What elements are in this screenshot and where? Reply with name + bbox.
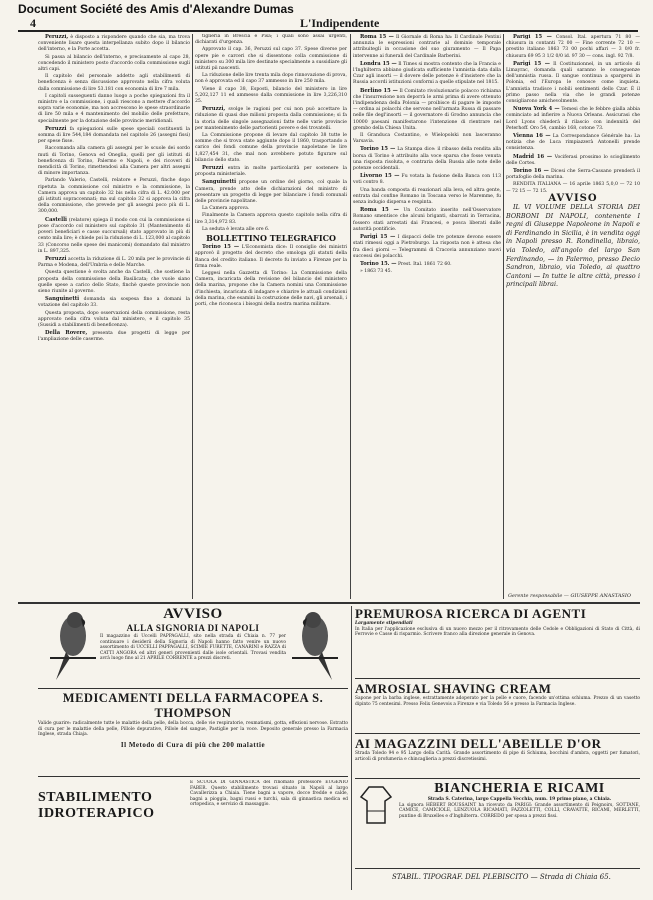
ad-parrots-title: AVVISO [163, 606, 223, 622]
article-paragraph [38, 217, 190, 255]
article-text: domanda sia sospesa fino a domani la votazione del capitolo 33. [38, 297, 190, 309]
article-paragraph [195, 87, 347, 106]
ad-biancheria-text: La signora HÉBERT ROUSSAINT ha ricevuto da PARIGI: Grande assortimento di Peignoirs, SOTTANE, CAMICE, CAMICIOLE, LENZUOLA RICAMATI, FAZZOLETTI, COLLI, CRAVATTE, RICAMI, MERLETTI, puntine di Bruxelles e d'Inghilterra. CORREDO per sposa a prezzi fissi. [399, 802, 640, 819]
ad-divider [38, 776, 348, 777]
article-text: Temesi che le febbre gialla abbia cominciato ad infierire a Nuova Orleans. Assicurasi che Lord Lyons chiederà il rilascio con indennità del Peterhoff. Oro 54, cambio 168, cotone 73. [506, 107, 640, 131]
bulletin-title: BOLLETTINO TELEGRAFICO [206, 233, 336, 244]
article-lead: Peruzzi, [45, 34, 69, 40]
article-paragraph [353, 173, 501, 186]
ad-shaving-text: Sapone per la barba inglese, estrattamente adoperato per la pelle e cuore, facendo un'ottima schiuma. Prezzo di un vasetto dipinto 75 centesimi. Presso Felix Genevois a Firenze e via Toledo 56 e presso la Farmacia Inglese. [355, 696, 640, 707]
article-paragraph [38, 34, 190, 54]
ad-shaving [355, 681, 640, 731]
ad-medicamenti [38, 691, 348, 773]
article-paragraph [506, 133, 640, 153]
article-lead: Sanguinetti [202, 179, 237, 186]
ad-medicamenti-title: MEDICAMENTI DELLA FARMACOPEA S. THOMPSON [62, 691, 324, 720]
article-text: Dicesi che Serra-Cassano prenderà il portafoglio della marina. [506, 169, 640, 181]
article-text: Il Comitato rivoluzionario polacco richiama che l'insurrezione non deporrà le armi prima di avere ottenuto l'indipendenza della Polonia — proibisce di pagare le imposte — ordina ai polacchi che servono nell'armata Russa di passare nelle file degl'insorti — il governatore di Grodno annuncia che 10000 paesani manifestarono l'intenzione di rientrare nel grembo della Chiesa Unita. [353, 88, 501, 131]
article-text: Fu votata la fusione della Banca con 113 voti contro 8. [353, 174, 501, 186]
article-lead: Londra 15 — [360, 60, 397, 67]
article-text: Parlando Valerio, Castelli, relatore e Peruzzi, finche dopo ripetuta la commissione col ministro e la commissione, la Camera approva un capitolo 32 bis nella cifra di L. 42.000 per gli istituti sopraccennati; ma sul capitolo 32 si approva la cifra della commissione, che prevede per gli assegni poco più di L. 300,000. [38, 178, 190, 215]
column-3 [353, 34, 501, 599]
article-paragraph [195, 206, 347, 212]
ad-abeille-text: Strada Toledo 94 e 95 Largo della Carità. Grande assortimento di pipe di Schiuma, bocchini d'ambra, oggetti per fumatori, articoli di profumeria e chincaglieria a prezzi discretissimi. [355, 751, 640, 762]
page-number: 4 [30, 16, 36, 30]
article-paragraph [195, 213, 347, 225]
article-paragraph [353, 34, 501, 60]
ad-biancheria-title: BIANCHERIA E RICAMI [434, 781, 605, 796]
article-paragraph [195, 244, 347, 270]
article-paragraph [195, 73, 347, 85]
article-text: » 1863 73 45. [360, 269, 393, 275]
ad-ricerca-text: In Italia per l'applicazione esclusiva di un nuovo mezzo per il ritrovamento delle Cedole e Obbligazioni di Stato di Città, di Ferrovie e Casse di risparmio. Scrivere franco alla direzione generale in Genova. [355, 626, 640, 638]
column-4 [506, 34, 640, 599]
article-text: fa spiegazioni sulle spese speciali costituenti la somma di lire 544,184 domandata nel capitolo 26 (assegni fissi) per spese fisse. [38, 126, 190, 145]
article-lead: Parigi 15 — [513, 34, 552, 40]
masthead: L'Indipendente [300, 16, 380, 30]
article-paragraph [38, 126, 190, 146]
article-paragraph [353, 188, 501, 207]
article-paragraph [506, 61, 640, 105]
article-lead: Torino 16 — [513, 168, 549, 175]
article-text: Raccomanda alla camera gli assegni per le scuole dei sordo muti di Torino, Genova ed Oneglia, quelli per gli istituti di beneficenza di Torino, Palermo e Napoli, e dei ricoveri di mendicità di Torino, rimettendosi alla Camera per altri assegni di minore importanza. [38, 146, 190, 177]
article-text: La seduta è levata alle ore 6. [202, 226, 270, 232]
article-text: Il Granduca Costantino, e Wielopolski non lasceranno Varsavia. [353, 133, 501, 145]
article-text: I capitoli susseguenti danno luogo a poche spiegazioni fra il ministro e la commissione, i quali riescono a mettere d'accordo sopra varie economie, ma non accrescono le spese straordinarie di lire 50 mila e 4 mantenimento del mobilio delle prefetture, specialmente per la dotazione delle provincie meridionali. [38, 93, 190, 124]
imprint: STABIL. TIPOGRAF. DEL PLEBISCITO — Strada di Chiaia 65. [392, 873, 611, 881]
article-lead: Livorno 15 — [360, 173, 400, 180]
ad-ricerca [355, 606, 640, 676]
article-text: Il capitolo del personale addetto agli stabilimenti di beneficenza è senza discussione approvato nella cifra voluta dalla commissione di lire 53.181 con economia di lire 7 mila. [38, 74, 190, 92]
article-paragraph [38, 256, 190, 269]
article-text: Leggesi nella Gazzetta di Torino: La Commissione della Camera, incaricata della revisione del bilancio del ministero della marina, propone che la Camera nomini una Commissione d'inchiesta, incaricata di indagare e chiarire le attuali condizioni della marina, che esamini la costruzione delle navi, gli arsenali, i porti, che riconosca i bisogni della nostra marina militare. [195, 270, 347, 307]
article-text: L'Economista dice: Il consiglio dei ministri approvò il progetto del decreto che omologa gli statuti della Banca del credito italiano. Il decreto fu inviato a Firenze per la firma reale. [195, 245, 347, 269]
article-lead: Peruzzi [45, 125, 67, 132]
article-lead: Parigi 15 — [513, 60, 550, 67]
article-text: Un Comitato inserito nell'Osservatore Romano smentisce che alcuni briganti, sbarcati in Terracina, fossero stati arrestati dai Francesi, e posca liberati dalle autorità pontificie. [353, 208, 501, 232]
article-text: RENDITA ITALIANA — 16 aprile 1863 5,0,0 — 72 10 — 72 15 — 72 15. [506, 182, 640, 194]
ad-divider [355, 678, 640, 679]
gerente-line: Gerente responsabile — GIUSEPPE ANASTASIO [508, 593, 631, 599]
article-paragraph [506, 34, 640, 60]
avviso-text: IL VI VOLUME DELLA STORIA DEI BORBONI DI NAPOLI, contenente I regni di Giuseppe Napoleone in Napoli e di Ferdinando in Sicilia, è in vendita oggi in Napoli presso R. Rondinella, libraio, via Toledo, all'angolo del largo San Ferdinando, — in Palermo, presso Decio Sandron, libraio, via Toledo, ai quattro Cantoni — In tutte le altre città, presso i principali librai. [506, 203, 640, 289]
ad-abeille-title: AI MAGAZZINI DELL'ABEILLE D'OR [355, 736, 602, 751]
article-lead: Sanguinetti [45, 296, 80, 303]
article-paragraph [195, 165, 347, 178]
article-text: Approvato il cap. 36, Peruzzi sul capo 37. Spese diverse per opere pie e carceri che si dissentono colla commissione di ministero su 300 mila lire destinate specialmente a sussidiare gli istituti pii nascenti. [195, 47, 347, 72]
ad-ricerca-title: PREMUROSA RICERCA DI AGENTI [355, 606, 587, 621]
article-paragraph [38, 330, 190, 343]
article-text: accetta la riduzione di L. 20 mila per le provincie di Parma e Modena, dell'Umbria e delle Marche. [38, 256, 190, 269]
article-text: Il Costituzionnel, in un articolo di Limayrac, domanda quali saranno le conseguenze dell'amnistia russa. Il sangue continua a spargersi in Polonia, ed l'Europa le conosce come inquieta. L'amnistia tradisce i nobili sentimenti dello Czar. È il primo passo nella via che le grandi potenze consigliarono amichevolmente. [506, 61, 640, 105]
article-paragraph [353, 88, 501, 132]
article-paragraph [195, 133, 347, 164]
article-text: La Camera approva. [202, 206, 250, 212]
ad-shaving-title: AMROSIAL SHAVING CREAM [355, 681, 552, 696]
avviso-title: AVVISO [548, 192, 598, 204]
article-paragraph [38, 94, 190, 125]
ad-divider [38, 688, 348, 689]
ad-idroterapico-text: È SCUOLA DI GINNASTICA del rinomato professore EUGENIO FABER. Questo stabilimento trovasi situato in Napoli al largo Cavallerizza a Chiaia. Tiene bagni a vapore, docce fredde e calde, bagni a pioggia, bagni russi e turchi, sala di ginnastica medica ed ortopedica, e servizio di massaggio. [190, 780, 348, 808]
article-paragraph [195, 271, 347, 308]
article-paragraph [353, 146, 501, 172]
article-text: entra in molte particolarità per sostenere la proposta ministeriale. [195, 166, 347, 178]
article-paragraph [195, 47, 347, 72]
ad-abeille [355, 736, 640, 776]
ad-idroterapico-title: STABILIMENTO IDROTERAPICO [38, 790, 155, 821]
article-lead: Parigi 15 — [360, 234, 396, 241]
article-lead: Berlino 15 — [360, 87, 398, 94]
article-text: propone un ordine del giorno, col quale la Camera, prende atto delle dichiarazioni del ministro di presentare un progetto di legge per bilanciare i fondi comunali delle provincie napolitane. [195, 180, 347, 205]
column-2 [195, 34, 347, 599]
ad-idroterapico [38, 780, 348, 890]
article-paragraph [38, 55, 190, 74]
article-text: La riduzione delle lire trenta mila dopo rinnovazione di prova, non è approvata ed il capo 37 ammesso in lire 250 mila. [195, 73, 347, 85]
article-paragraph [38, 270, 190, 295]
ads-divider [351, 606, 352, 890]
article-text: Questa proposta, dopo osservazioni della commissione, resta approvato nella cifra voluta dal ministero, e il capitolo 35 (Sussidi a stabilimenti di beneficenza). [38, 310, 190, 328]
parrot-illustration-right [290, 608, 340, 682]
article-paragraph [506, 154, 640, 167]
article-text: è disposto a rispondere quando che sia, ma trova conveniente lisare questa interpellanza subito dopo il bilancio dell'interno, e la Porte accetta. [38, 35, 190, 53]
article-lead: Castelli [45, 216, 68, 223]
article-lead: Peruzzi, [202, 106, 226, 113]
ad-divider [355, 778, 640, 779]
article-lead: Torino 15 — [360, 146, 396, 153]
ads-rule [18, 602, 640, 604]
article-paragraph [38, 146, 190, 177]
article-paragraph [195, 179, 347, 205]
parrot-illustration-left [48, 608, 98, 682]
article-text: Una banda composta di reazionari alla leva, ed altra gente, entrata dal confine Romano in Toscana verso le Maremme, fu senza indugio dispersa e respinta. [353, 187, 501, 206]
article-text: Il Giornale di Roma ha: Il Cardinale Pentini annunzia le espressioni contrarie al dominio temporale attribuitegli in occasione del suo giuramento — Il Papa intervenne ai funerali del Cardinale Barberini. [353, 35, 501, 59]
article-text: Questa questione è svolta anche da Castelli, che sostiene la proposta della commissione della Basilicata; che vuole siano quelle spese a carico dello Stato, finchè queste provincie non sieno riunite al governo. [38, 270, 190, 294]
article-paragraph [506, 168, 640, 181]
watermark: Document Société des Amis d'Alexandre Dumas [18, 2, 294, 16]
ad-divider [355, 733, 640, 734]
article-paragraph [195, 106, 347, 132]
article-lead: Madrid 16 — [513, 153, 553, 160]
article-lead: Della Rovere, [45, 330, 88, 337]
article-paragraph [353, 261, 501, 268]
article-lead: Peruzzi [45, 255, 67, 262]
column-divider [192, 34, 193, 599]
article-text: presenta due progetti di legge per l'ampliazione delle caserme. [38, 331, 190, 343]
article-text: I dispacci delle tre potenze devono essere stati rimessi oggi a Pietroburgo. La risposta non è attesa che fra dieci giorni — Telegrammi di Cracovia annunziano nuovi successi dei polacchi. [353, 235, 501, 259]
article-text: Vociferasi prossimo lo scioglimento delle Cortes. [506, 154, 640, 166]
ad-parrots [38, 606, 348, 686]
ad-parrots-subtitle: ALLA SIGNORIA DI NAPOLI [126, 623, 260, 633]
article-text: Il Times si mostra contento che la Francia e l'Inghilterra abbiano giudicata sufficiente l'amnistia data dalla Czar agli insorti — il dovere delle potenze è d'insistere che la Russia accordi istituzioni conformi a quelle stipulate nel 1815. [353, 61, 501, 86]
article-text: tiglieria in Brescia e Pisa; i quali sono assai urgenti, dichiarati d'urgenza. [195, 34, 347, 46]
ad-divider [355, 868, 640, 869]
garment-illustration [359, 785, 393, 825]
article-text: Prest. Ital. 1861 72 60. [397, 261, 452, 267]
ad-medicamenti-text: Valide guarire: radicalmente tutte le malattie della pelle, della bocca, delle vie respiratorie, reumatismi, gotta, effezioni nervose. Estratto di cura per le malattie della pelle, Pillole depurative, Pillole del sangue, Pastiglie per la voce. Deposito generale presso la Farmacia Inglese, strada Chiaja. [38, 721, 348, 738]
column-1 [38, 34, 190, 599]
article-paragraph [353, 234, 501, 260]
article-text: svolge le ragioni per cui non può accettare la riduzione di quasi due milioni proposta dalla commissione; si fa la storia delle singole assegnazioni fatte nelle varie provincie per mantenimento delle partorienti povere e dei trovatelli. [195, 107, 347, 131]
ad-parrots-text: Il magazzino di Uccelli PAPPAGALLI, sito nella strada di Chiaia n. 77 per continuare i desiderii della Signoria di Napoli hanno fatto venire un nuovo assortimento di UCCELLI PAPPAGALLI, SCIMIE FURETTE, CANARINI e RAZZA di CATTI ANGORA ed altri generi provenienti dalle isole orientali. Trovasi vendita avrà luogo fino al 21 APRILE CORRENTE a prezzi discreti. [100, 634, 286, 662]
article-paragraph [38, 178, 190, 215]
article-text: Si passa al bilancio dell'interno, e precisamente al capo 28, concedendo il ministero posto d'accordo colla commissione sugli altri capi. [38, 54, 190, 73]
article-text: La Stampa dice: il ribasso della rendita alla borsa di Torino è attribuito alla voce sparsa che fosse venuta una risposta risoluta, e contraria della Russia alle note delle potenze occidentali. [353, 147, 501, 172]
article-paragraph [38, 296, 190, 309]
article-text: (relatore) spiega il modo con cui la commissione si pose d'accordo col ministero sul capitolo 31 (Mantenimento di poveri beneficiari e casse succursali) stato approvato in più di cento mila lire; è chiede poi la riduzione di L. 123,000 al capitolo 33 (Concorso nelle spese dei manicomi) domandato dal ministro in L. 897,325. [38, 217, 190, 254]
article-lead: Roma 15 — [360, 34, 394, 40]
ad-ricerca-subtitle: Largamente stipendiati [355, 621, 413, 626]
article-lead: Torino 15. — [360, 260, 397, 267]
article-lead: Vienna 16 — [513, 133, 551, 140]
article-paragraph [353, 133, 501, 145]
article-text: Viene il capo 38, Esposti, bilancio del ministero in lire 5,202,127 11 ed ammesso dalla commissione in lire 3,226,310 25. [195, 86, 347, 105]
article-lead: Nuova York 4 — [513, 106, 560, 113]
article-paragraph [353, 61, 501, 87]
ad-biancheria [355, 781, 640, 865]
ad-biancheria-subtitle: Strada S. Caterina, largo Cappella Vecchia, num. 19 primo piano, a Chiaia. [427, 797, 612, 802]
column-divider [350, 34, 351, 599]
article-lead: Torino 15 — [202, 244, 240, 251]
article-lead: Roma 15 — [360, 207, 399, 214]
article-paragraph [38, 311, 190, 330]
column-divider [503, 34, 504, 599]
article-paragraph [353, 207, 501, 233]
article-paragraph [353, 269, 501, 275]
article-paragraph [38, 74, 190, 93]
article-text: Finalmente la Camera approva questo capitolo nella cifra di lire 3,314,972 83. [195, 213, 347, 225]
article-lead: Peruzzi [202, 165, 224, 172]
ad-medicamenti-footer: Il Metodo di Cura di più che 200 malattie [120, 740, 266, 749]
article-text: Consol. Ital. apertura 71 80 — chiusura in contanti 72 00 — Fine corrente 72 10 — prestito italiano 1863 73 00 pochi affari — 3 0/0 fr. chiusura 69 95 3 1/2 0/0 id. 97 30 — cons. ingl. 92 7/8. [506, 35, 640, 59]
article-paragraph [195, 34, 347, 46]
article-text: La Commissione propone di levare dal capitolo 38 tutte le somme che si trova state aggiunte dopo il 1860, trasportando a carico dei fondi comune della provincie napoletane le lire 1,827,454 31, che mal non avrebbero potuto figurare sul bilancio dello stato. [195, 133, 347, 163]
article-text: La Correspondance Générale ha: La notizia che de Luca rimpiazzerà Antonelli prende consistenza. [506, 134, 640, 152]
article-paragraph [506, 106, 640, 132]
